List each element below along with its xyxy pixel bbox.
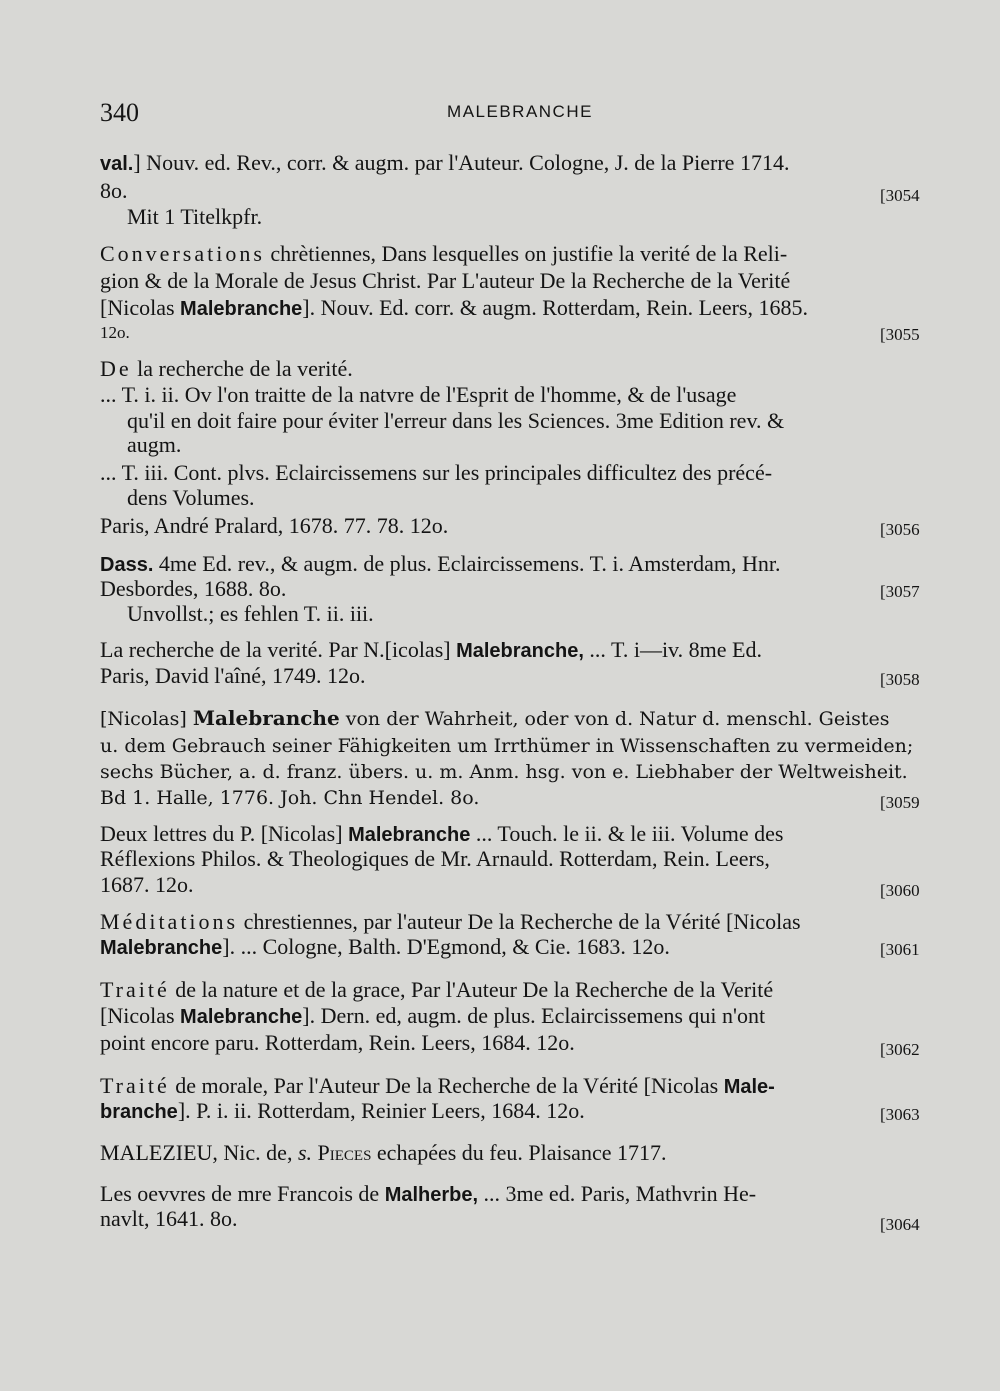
entry-line: Desbordes, 1688. 8o.	[100, 576, 287, 601]
entry-number: [3059	[880, 793, 920, 812]
entry-line: ... T. iii. Cont. plvs. Eclaircissemens sur les principales difficultez des précé-	[100, 460, 773, 485]
cross-reference: MALEZIEU, Nic. de, s. Pieces echapées du feu. Plaisance 1717.	[100, 1140, 667, 1165]
entry-line: qu'il en doit faire pour éviter l'erreur dans les Sciences. 3me Edition rev. &	[127, 408, 785, 433]
running-title: MALEBRANCHE	[447, 102, 593, 121]
entry-line: Paris, David l'aîné, 1749. 12o.	[100, 663, 366, 688]
entry-line: gion & de la Morale de Jesus Christ. Par L'auteur De la Recherche de la Verité	[100, 268, 791, 293]
entry-line: Malebranche]. ... Cologne, Balth. D'Egmond, & Cie. 1683. 12o.	[100, 934, 670, 959]
entry-number: [3058	[880, 670, 920, 689]
entry-line: De la recherche de la verité.	[100, 356, 353, 381]
entry-line: La recherche de la verité. Par N.[icolas] Malebranche, ... T. i—iv. 8me Ed.	[100, 637, 762, 662]
entry-number: [3061	[880, 940, 920, 959]
entry-number: [3054	[880, 186, 920, 205]
entry-line: Traité de morale, Par l'Auteur De la Recherche de la Vérité [Nicolas Male-	[100, 1073, 775, 1098]
entry-line: sechs Bücher, a. d. franz. übers. u. m. Anm. hsg. von e. Liebhaber der Weltweisheit.	[100, 761, 908, 783]
entry-line: [Nicolas Malebranche]. Dern. ed, augm. de plus. Eclaircissemens qui n'ont	[100, 1003, 766, 1028]
entry-line: dens Volumes.	[127, 485, 255, 510]
entry-number: [3055	[880, 325, 920, 344]
entry-line: u. dem Gebrauch seiner Fähigkeiten um Irrthümer in Wissenschaften zu vermeiden;	[100, 735, 914, 757]
entry-line: 8o.	[100, 178, 128, 203]
entry-line: Dass. 4me Ed. rev., & augm. de plus. Eclaircissemens. T. i. Amsterdam, Hnr.	[100, 551, 781, 576]
entry-line: 1687. 12o.	[100, 872, 194, 897]
entry-line: augm.	[127, 432, 182, 457]
entry-number: [3063	[880, 1105, 920, 1124]
entry-number: [3064	[880, 1215, 920, 1234]
entry-line: 12o.	[100, 323, 130, 342]
entry-line: [Nicolas] Malebranche von der Wahrheit, oder von d. Natur d. menschl. Geistes	[100, 706, 890, 730]
entry-line: navlt, 1641. 8o.	[100, 1206, 238, 1231]
entry-line: Conversations chrètiennes, Dans lesquelles on justifie la verité de la Reli-	[100, 241, 788, 266]
entry-line: point encore paru. Rotterdam, Rein. Leers, 1684. 12o.	[100, 1030, 575, 1055]
entry-line: val.] Nouv. ed. Rev., corr. & augm. par l'Auteur. Cologne, J. de la Pierre 1714.	[100, 150, 790, 175]
entry-line: ... T. i. ii. Ov l'on traitte de la natvre de l'Esprit de l'homme, & de l'usage	[100, 382, 737, 407]
entry-line: Réflexions Philos. & Theologiques de Mr. Arnauld. Rotterdam, Rein. Leers,	[100, 846, 770, 871]
entry-number: [3060	[880, 881, 920, 900]
entry-line: Méditations chrestiennes, par l'auteur De la Recherche de la Vérité [Nicolas	[100, 909, 801, 934]
entry-line: Deux lettres du P. [Nicolas] Malebranche ... Touch. le ii. & le iii. Volume des	[100, 821, 784, 846]
entry-number: [3056	[880, 520, 920, 539]
entry-line: [Nicolas Malebranche]. Nouv. Ed. corr. & augm. Rotterdam, Rein. Leers, 1685.	[100, 295, 808, 320]
entry-line: Bd 1. Halle, 1776. Joh. Chn Hendel. 8o.	[100, 787, 480, 809]
entry-line: Traité de la nature et de la grace, Par l'Auteur De la Recherche de la Verité	[100, 977, 774, 1002]
entry-number: [3062	[880, 1040, 920, 1059]
entry-line: Paris, André Pralard, 1678. 77. 78. 12o.	[100, 513, 449, 538]
entry-note: Unvollst.; es fehlen T. ii. iii.	[127, 601, 374, 626]
page-number: 340	[100, 98, 139, 127]
entry-line: Les oevvres de mre Francois de Malherbe, ... 3me ed. Paris, Mathvrin He-	[100, 1181, 757, 1206]
entry-number: [3057	[880, 582, 920, 601]
entry-note: Mit 1 Titelkpfr.	[127, 204, 263, 229]
entry-line: branche]. P. i. ii. Rotterdam, Reinier Leers, 1684. 12o.	[100, 1098, 585, 1123]
